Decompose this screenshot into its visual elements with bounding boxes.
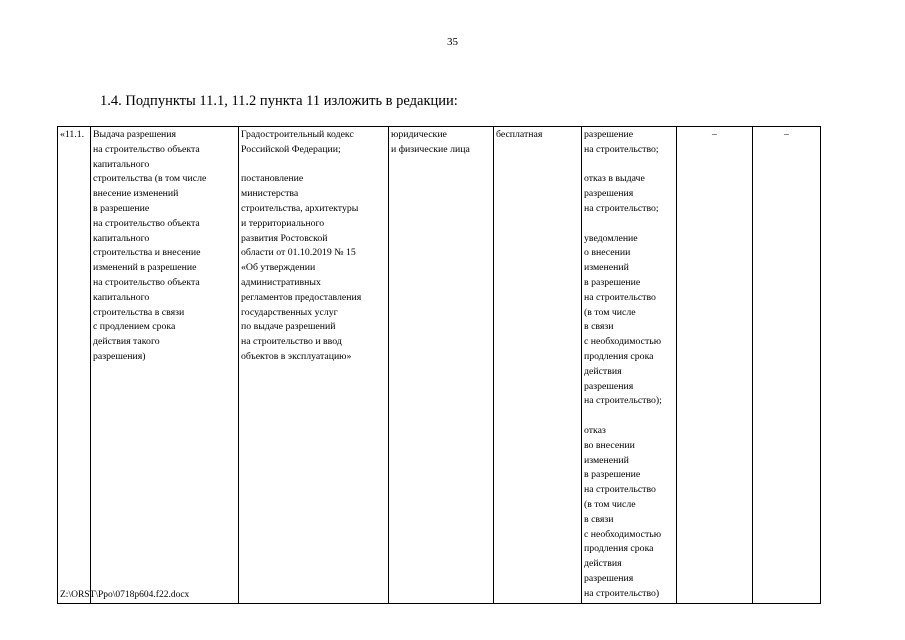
section-heading: 1.4. Подпункты 11.1, 11.2 пункта 11 изложить в редакции: (100, 93, 458, 109)
cell-service-name (91, 127, 239, 604)
service-name-line: капитального (93, 291, 150, 303)
service-name-line: с продлением срока (93, 321, 176, 333)
result-line: на строительство; (584, 202, 659, 214)
service-name-line: разрешения) (93, 350, 146, 362)
cell-number: «11.1. (58, 127, 91, 604)
result-line (584, 409, 674, 424)
service-name-line: капитального (93, 158, 150, 170)
result-line: на строительство) (584, 587, 660, 599)
result-line: в разрешение (584, 276, 641, 288)
service-name-line: Выдача разрешения (93, 129, 177, 140)
result-line: во внесении (584, 439, 635, 451)
result-line: уведомление (584, 232, 638, 244)
result-line (584, 217, 674, 232)
service-name-line: строительства (в том числе (93, 173, 207, 185)
result-line: с необходимостью (584, 528, 662, 540)
page-number: 35 (447, 36, 458, 48)
legal-basis-line: и территориального (241, 217, 325, 229)
result-line: разрешения (584, 188, 634, 200)
result-line: о внесении (584, 247, 631, 259)
service-name-line: на строительство объекта (93, 143, 200, 155)
result-line: разрешения (584, 380, 634, 392)
result-line: изменений (584, 454, 629, 466)
applicants-line: юридические (391, 129, 447, 140)
legal-basis-line: на строительство и ввод (241, 336, 342, 348)
legal-basis-line: Градостроительный кодекс (241, 129, 354, 140)
legal-basis-line: Российской Федерации; (241, 143, 341, 155)
service-name-line: изменений в разрешение (93, 262, 197, 274)
result-line: в связи (584, 513, 614, 525)
cell-legal-basis (239, 127, 389, 604)
cell-fee: бесплатная (494, 127, 582, 604)
result-line: в разрешение (584, 469, 641, 481)
result-line: действия (584, 558, 622, 570)
legal-basis-line: по выдаче разрешений (241, 321, 336, 333)
legal-basis-line: объектов в эксплуатацию» (241, 350, 352, 362)
result-line: отказ в выдаче (584, 173, 645, 185)
footer-file-path: Z:\ORST\Ppo\0718p604.f22.docx (60, 590, 190, 600)
cell-col7: – (677, 127, 753, 604)
legal-basis-line: министерства (241, 188, 299, 200)
legal-basis-line: развития Ростовской (241, 232, 328, 244)
service-name-line: в разрешение (93, 202, 150, 214)
result-line: на строительство (584, 484, 656, 496)
result-line: действия (584, 365, 622, 377)
legal-basis-line (241, 158, 386, 173)
cell-result (582, 127, 677, 604)
service-name-line: капитального (93, 232, 150, 244)
legal-basis-line: регламентов предоставления (241, 291, 362, 303)
cell-col8: – (753, 127, 821, 604)
result-line: продления срока (584, 543, 654, 555)
result-line: (в том числе (584, 498, 636, 510)
services-table (57, 126, 821, 604)
result-line: в связи (584, 321, 614, 333)
result-line: на строительство; (584, 143, 659, 155)
applicants-line: и физические лица (391, 143, 470, 155)
service-name-line: строительства и внесение (93, 247, 201, 259)
result-line: отказ (584, 424, 606, 436)
legal-basis-line: области от 01.10.2019 № 15 (241, 247, 356, 259)
result-line: (в том числе (584, 306, 636, 318)
legal-basis-line: «Об утверждении (241, 262, 316, 274)
legal-basis-line: постановление (241, 173, 304, 185)
service-name-line: действия такого (93, 336, 160, 348)
result-line: разрешение (584, 129, 634, 140)
result-line (584, 158, 674, 173)
table-row (58, 127, 821, 604)
result-line: изменений (584, 262, 629, 274)
result-line: с необходимостью (584, 336, 662, 348)
legal-basis-line: административных (241, 276, 321, 288)
service-name-line: на строительство объекта (93, 217, 200, 229)
service-name-line: на строительство объекта (93, 276, 200, 288)
service-name-line: строительства в связи (93, 306, 185, 318)
result-line: на строительство); (584, 395, 662, 407)
result-line: на строительство (584, 291, 656, 303)
service-name-line: внесение изменений (93, 188, 179, 200)
result-line: продления срока (584, 350, 654, 362)
result-line: разрешения (584, 572, 634, 584)
cell-applicants (389, 127, 494, 604)
legal-basis-line: государственных услуг (241, 306, 338, 318)
legal-basis-line: строительства, архитектуры (241, 202, 359, 214)
